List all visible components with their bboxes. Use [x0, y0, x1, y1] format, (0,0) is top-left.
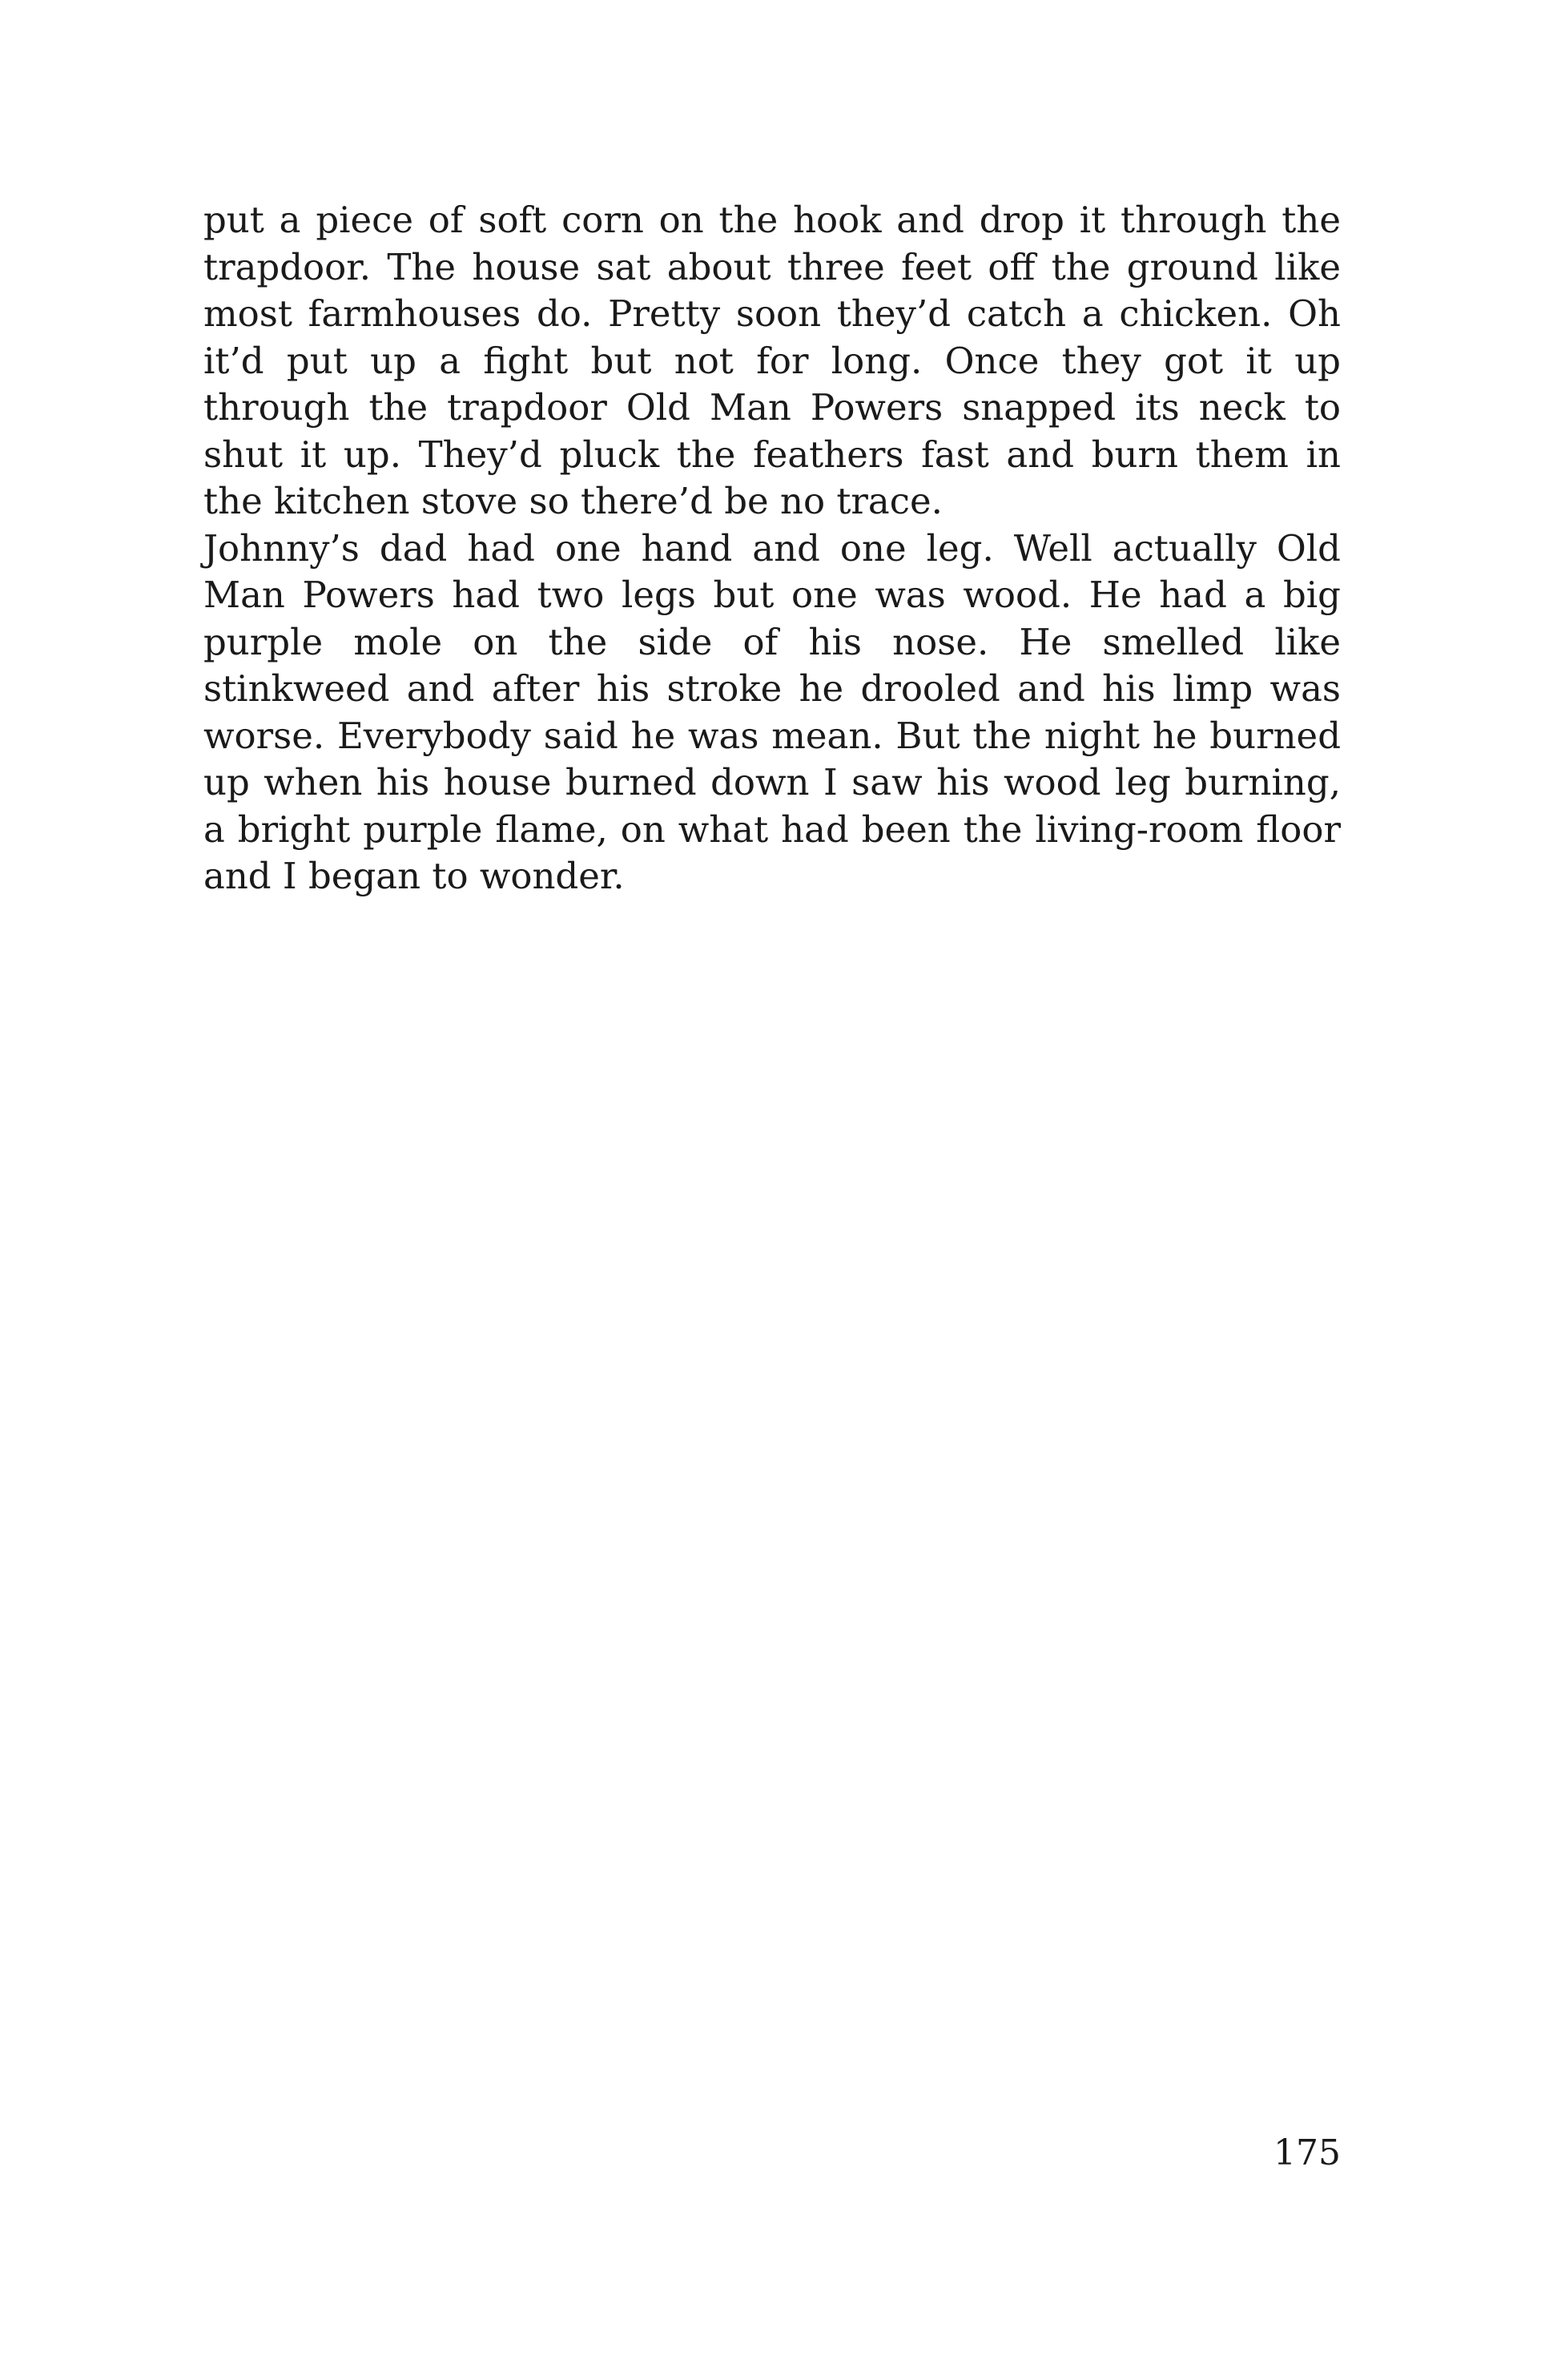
- paragraph-continued: put a piece of soft corn on the hook and drop it through the trapdoor. The house sat about three feet off the ground like most farmhouses do. Pretty soon they’d catch a chicken. Oh it’d put up a fight but not for long. Once they got it up through the trapdoor Old Man Powers snapped its neck to shut it up. They’d pluck the feathers fast and burn them in the kitchen stove so there’d be no trace.: [203, 199, 1341, 522]
- page-number: 175: [1273, 2132, 1341, 2173]
- paragraph-johnnys-dad: Johnny’s dad had one hand and one leg. Well actually Old Man Powers had two legs but one was wood. He had a big purple mole on the side of his nose. He smelled like stinkweed and after his stroke he drooled and his limp was worse. Everybody said he was mean. But the night he burned up when his house burned down I saw his wood leg burning, a bright purple flame, on what had been the living-room floor and I began to wonder.: [203, 526, 1341, 897]
- body-text: [203, 197, 1341, 900]
